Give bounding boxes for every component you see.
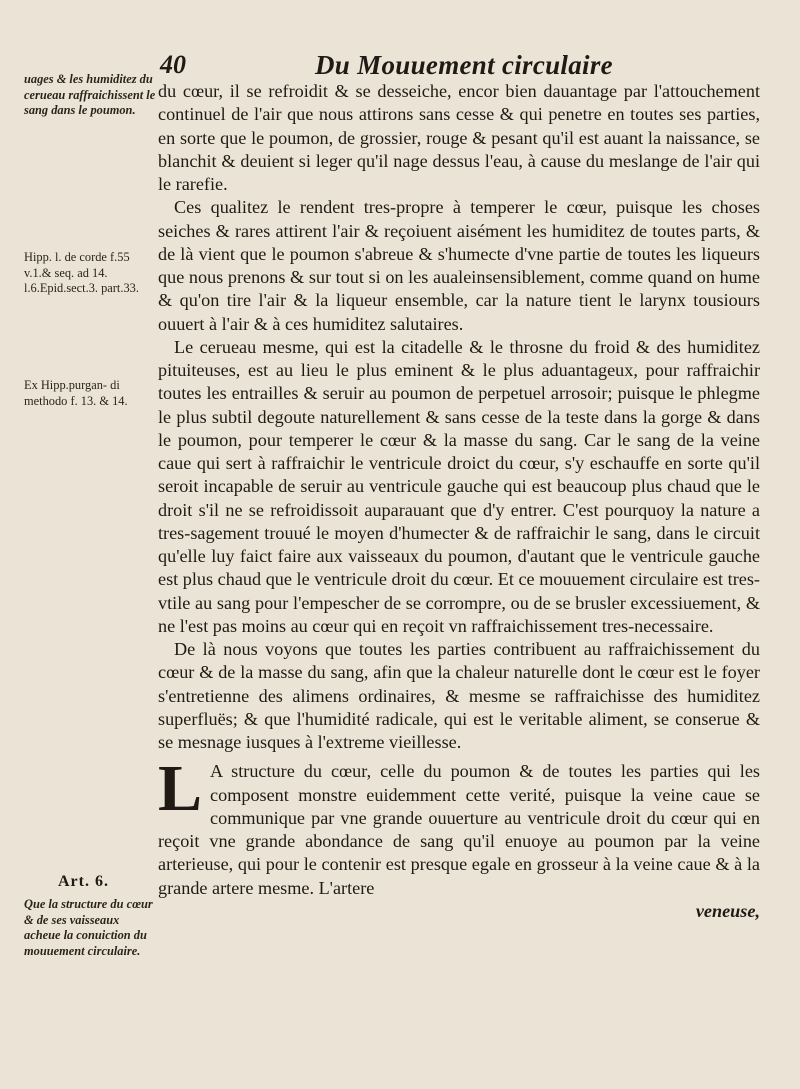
body-text: [158, 80, 760, 923]
catchword: veneuse,: [695, 900, 760, 921]
margin-note-purgandi-ref: Ex Hipp.purgan- di methodo f. 13. & 14.: [24, 378, 128, 408]
paragraph-3: Le cerueau mesme, qui est la citadelle & le throsne du froid & des humiditez pituiteuses, est au lieu le plus eminent & le plus aduantageux, pour raffraichir toutes les entrailles & seruir au poumon de perpetuel arrosoir; puisque le phlegme le plus subtil degoute naturellement & sans cesse de la teste dans la gorge & dans le poumon, pour temperer le cœur & la masse du sang. Car le sang de la veine caue qui sert à raffraichir le ventricule droict du cœur, s'y eschauffe en sorte qu'il seroit incapable de seruir au ventricule gauche qui est beaucoup plus chaud que le droit s'il ne se refroidissoit auparauant que d'y entrer. C'est pourquoy la nature a tres-sagement trouué le moyen d'humecter & de raffraichir le sang, dans le circuit qu'elle luy faict faire aux vaisseaux du poumon, d'autant que le ventricule gauche est plus chaud que le ventricule droit du cœur. Et ce mouuement circulaire est tres-vtile au sang pour l'empescher de se corrompre, ou de se brusler excessiuement, & ne l'est pas moins au cœur qui en reçoit vn raffraichissement tres-necessaire.: [158, 336, 760, 636]
paragraph-5-text: A structure du cœur, celle du poumon & de toutes les parties qui les composent monstre euidemment cette verité, puisque la veine caue se communique par vne grande ouuerture au ventricule droit du cœur qui en reçoit vne grande abondance de sang qu'il enuoye au poumon par la veine arterieuse, qui pour le contenir est presque egale en grosseur à la veine caue & à la grande artere mesme. L'artere: [158, 761, 760, 898]
margin-note-humidity: uages & les humiditez du cerueau raffraichissent le sang dans le poumon.: [24, 72, 156, 117]
margin-note-structure: Que la structure du cœur & de ses vaisseaux acheue la conuiction du mouuement circulaire.: [24, 897, 153, 958]
drop-cap: L: [158, 752, 203, 826]
article-label: Art. 6.: [58, 873, 109, 890]
margin-note-hippocrates-ref: Hipp. l. de corde f.55 v.1.& seq. ad 14. l.6.Epid.sect.3. part.33.: [24, 250, 139, 295]
paragraph-5: [158, 752, 760, 900]
paragraph-1: du cœur, il se refroidit & se desseiche, encor bien dauantage par l'attouchement continuel de l'air que nous attirons sans cesse & qui penetre en toutes ses parties, en sorte que le poumon, de grossier, rouge & pesant qu'il est auant la naissance, se blanchit & deuient si leger qu'il nage dessus l'eau, à cause du meslange de l'air qui le rarefie.: [158, 81, 760, 194]
page-header: [160, 50, 760, 80]
running-title: Du Mouuement circulaire: [315, 50, 613, 80]
paragraph-2: Ces qualitez le rendent tres-propre à temperer le cœur, puisque les choses seiches & rares attirent l'air & reçoiuent aisément les humiditez de toutes parts, & de là vient que le poumon s'abreue & s'humecte d'vne partie de toutes les liqueurs que nous prenons & sur tout si on les aualeinsensiblement, comme quand on hume & qu'on tire l'air & la liqueur ensemble, car la nature tient le larynx tousiours ouuert à l'air & à ces humiditez salutaires.: [158, 197, 760, 334]
page-number: 40: [160, 50, 186, 79]
paragraph-4: De là nous voyons que toutes les parties contribuent au raffraichissement du cœur & de la masse du sang, afin que la chaleur naturelle dont le cœur est le foyer s'entretienne des alimens ordinaires, & mesme se raffraichisse des humiditez superfluës; & que l'humidité radicale, qui est le veritable aliment, se conserue & se mesnage iusques à l'extreme vieillesse.: [158, 639, 760, 752]
